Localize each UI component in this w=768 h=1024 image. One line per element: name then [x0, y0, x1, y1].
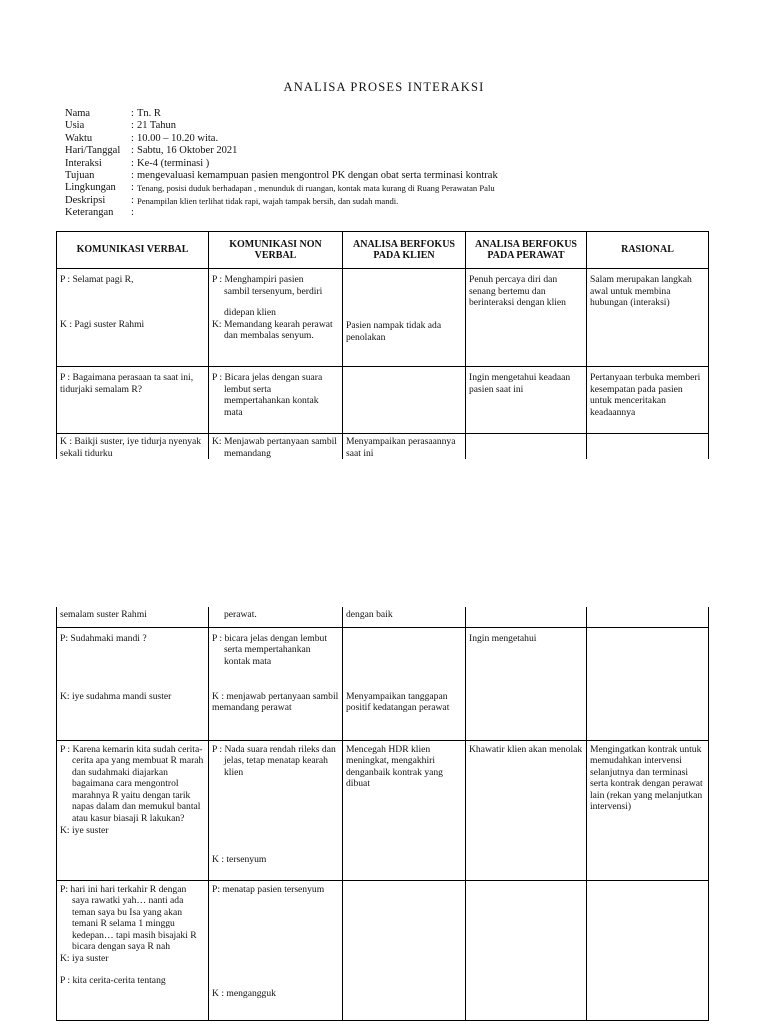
header-komunikasi-non-verbal: KOMUNIKASI NON VERBAL [209, 232, 343, 269]
cell-perawat [466, 367, 587, 434]
header-analisa-perawat: ANALISA BERFOKUS PADA PERAWAT [466, 232, 587, 269]
cell-rasional [587, 880, 709, 1020]
info-colon: : [131, 194, 134, 206]
info-value: Penampilan klien terlihat tidak rapi, wajah tampak bersih, dan sudah mandi. [137, 195, 399, 206]
info-colon: : [131, 170, 134, 182]
cell-klien [343, 740, 466, 880]
info-label: Usia [65, 120, 85, 132]
cell-perawat [466, 880, 587, 1020]
cell-klien [343, 607, 466, 627]
cell-nonverbal [209, 627, 343, 740]
cell-klien [343, 880, 466, 1020]
info-value: mengevaluasi kemampuan pasien mengontrol PK dengan obat serta terminasi kontrak [137, 170, 498, 182]
verbal-nurse: P : Selamat pagi R, [60, 274, 134, 285]
nonverbal-nurse: P : Nada suara rendah rileks dan jelas, tetap menatap kearah klien [212, 743, 336, 778]
info-colon: : [131, 207, 134, 219]
cell-verbal [57, 434, 209, 460]
interaction-table-part-1 [56, 231, 709, 459]
info-label: Keterangan [65, 207, 114, 219]
cell-perawat [466, 434, 587, 460]
klien-analysis: Mencegah HDR klien meningkat, mengakhiri denganbaik kontrak yang dibuat [346, 743, 443, 790]
info-row-keterangan [65, 207, 498, 219]
header-rasional: RASIONAL [587, 232, 709, 269]
info-label: Interaksi [65, 157, 102, 169]
nonverbal-nurse: P : Bicara jelas dengan suara lembut serta mempertahankan kontak mata [212, 372, 323, 418]
table-row [57, 607, 709, 627]
perawat-analysis: Penuh percaya diri dan senang bertemu dan berinteraksi dengan klien [469, 274, 566, 309]
table-row [57, 269, 709, 367]
cell-nonverbal [209, 434, 343, 460]
cell-klien [343, 627, 466, 740]
info-colon: : [131, 157, 134, 169]
verbal-nurse-next: P : kita cerita-cerita tentang [60, 974, 166, 986]
rasional-text: Pertanyaan terbuka memberi kesempatan pada pasien untuk menceritakan keadaannya [590, 372, 701, 418]
cell-perawat [466, 740, 587, 880]
table-row [57, 367, 709, 434]
verbal-client: K : Baikji suster, iye tidurja nyenyak sekali tidurku [60, 436, 202, 459]
interaction-table-part-2 [56, 607, 709, 1021]
cell-verbal [57, 269, 209, 367]
cell-verbal [57, 740, 209, 880]
verbal-client: K: iye sudahma mandi suster [60, 690, 172, 702]
nonverbal-client: K : mengangguk [212, 987, 276, 999]
cell-verbal [57, 627, 209, 740]
verbal-nurse: P: hari ini hari terkahir R dengan saya rawatki yah… nanti ada teman saya bu Isa yang akan temani R selama 1 minggu kedepan… tapi masih bisajaki R bicara dengan saya R nah [60, 883, 197, 953]
info-row-interaksi [65, 158, 498, 170]
table-row [57, 627, 709, 740]
verbal-client-cont: semalam suster Rahmi [60, 609, 147, 620]
header-analisa-klien: ANALISA BERFOKUS PADA KLIEN [343, 232, 466, 269]
table-row [57, 740, 709, 880]
table-row [57, 880, 709, 1020]
info-label: Deskripsi [65, 194, 106, 206]
cell-rasional [587, 434, 709, 460]
cell-rasional [587, 269, 709, 367]
info-label: Lingkungan [65, 182, 116, 194]
perawat-analysis: Khawatir klien akan menolak [469, 743, 583, 755]
rasional-text: Mengingatkan kontrak untuk memudahkan intervensi selanjutnya dan terminasi serta kontrak dengan perawat lain (rekan yang melanjutkan intervensi) [590, 743, 703, 813]
perawat-analysis: Ingin mengetahui [469, 632, 537, 644]
nonverbal-client: K: Memandang kearah perawat dan membalas senyum. [212, 318, 333, 342]
table-header-row [57, 232, 709, 269]
cell-rasional [587, 607, 709, 627]
info-value: Tenang, posisi duduk berhadapan , menunduk di ruangan, kontak mata kurang di Ruang Perawatan Palu [137, 183, 495, 194]
info-colon: : [131, 120, 134, 132]
nonverbal-client: K: Menjawab pertanyaan sambil memandang [212, 436, 337, 459]
cell-nonverbal [209, 367, 343, 434]
info-label: Nama [65, 108, 91, 119]
nonverbal-client: K : tersenyum [212, 853, 267, 865]
nonverbal-nurse-line-2: sambil tersenyum, berdiri [224, 285, 323, 297]
nonverbal-nurse: P: menatap pasien tersenyum [212, 883, 325, 895]
cell-nonverbal [209, 269, 343, 367]
cell-klien [343, 367, 466, 434]
cell-verbal [57, 607, 209, 627]
verbal-nurse: P : Bagaimana perasaan ta saat ini, tidurjaki semalam R? [60, 372, 194, 395]
cell-perawat [466, 269, 587, 367]
info-block [65, 108, 498, 220]
info-label: Tujuan [65, 170, 95, 182]
cell-verbal [57, 367, 209, 434]
cell-perawat [466, 607, 587, 627]
cell-klien [343, 434, 466, 460]
verbal-client: K: iya suster [60, 953, 109, 965]
info-value: Tn. R [137, 108, 161, 119]
rasional-text: Salam merupakan langkah awal untuk membina hubungan (interaksi) [590, 274, 692, 309]
info-colon: : [131, 132, 134, 144]
cell-rasional [587, 627, 709, 740]
info-row-hari-tanggal [65, 145, 498, 157]
info-value: Sabtu, 16 Oktober 2021 [137, 145, 238, 157]
verbal-nurse: P: Sudahmaki mandi ? [60, 632, 147, 644]
cell-rasional [587, 367, 709, 434]
info-label: Hari/Tanggal [65, 145, 121, 157]
nonverbal-client-cont: perawat. [224, 609, 257, 620]
info-row-deskripsi [65, 195, 498, 207]
verbal-nurse: P : Karena kemarin kita sudah cerita-cerita apa yang membuat R marah dan sudahmaki diajarkan bagaimana cara mengontrol marahnya R yaitu dengan tarik napas dalam dan memukul bantal atau kasur biasaji R lakukan? [60, 743, 204, 825]
nonverbal-nurse: P : bicara jelas dengan lembut serta mempertahankan kontak mata [212, 632, 327, 667]
header-komunikasi-verbal: KOMUNIKASI VERBAL [57, 232, 209, 269]
info-row-waktu [65, 133, 498, 145]
info-colon: : [131, 182, 134, 194]
nonverbal-client: K : menjawab pertanyaan sambil memandang perawat [212, 690, 339, 714]
klien-analysis-cont: dengan baik [346, 609, 393, 620]
page-title: ANALISA PROSES INTERAKSI [283, 80, 485, 94]
info-row-tujuan [65, 170, 498, 182]
info-value: 10.00 – 10.20 wita. [137, 132, 219, 144]
klien-analysis: Pasien nampak tidak ada penolakan [346, 320, 442, 343]
info-colon: : [131, 108, 134, 119]
nonverbal-nurse-line-1: P : Menghampiri pasien [212, 274, 304, 285]
info-row-nama [65, 108, 498, 120]
cell-rasional [587, 740, 709, 880]
verbal-client: K : Pagi suster Rahmi [60, 319, 145, 330]
cell-nonverbal [209, 607, 343, 627]
cell-perawat [466, 627, 587, 740]
info-value: 21 Tahun [137, 120, 177, 132]
info-value: Ke-4 (terminasi ) [137, 157, 210, 169]
klien-analysis: Menyampaikan tanggapan positif kedatangan perawat [346, 690, 450, 714]
info-colon: : [131, 145, 134, 157]
info-row-lingkungan [65, 182, 498, 194]
perawat-analysis: Ingin mengetahui keadaan pasien saat ini [469, 372, 571, 395]
info-label: Waktu [65, 132, 93, 144]
cell-klien [343, 269, 466, 367]
klien-analysis: Menyampaikan perasaannya saat ini [346, 436, 456, 459]
cell-nonverbal [209, 880, 343, 1020]
cell-nonverbal [209, 740, 343, 880]
verbal-client: K: iye suster [60, 824, 109, 836]
cell-verbal [57, 880, 209, 1020]
info-row-usia [65, 120, 498, 132]
nonverbal-nurse-line-3: didepan klien [224, 307, 276, 319]
table-row [57, 434, 709, 460]
